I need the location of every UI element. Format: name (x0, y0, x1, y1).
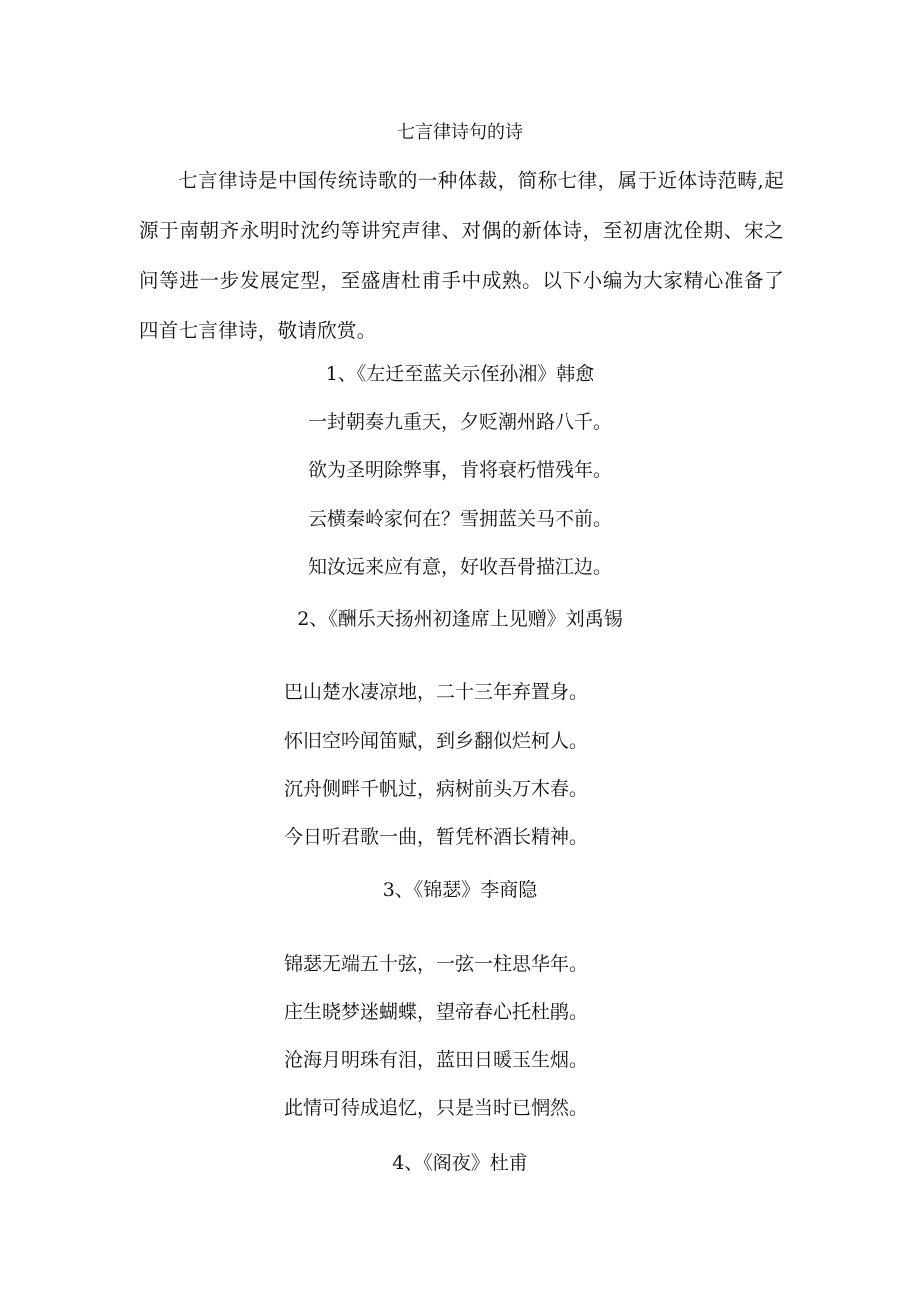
poem-1-line-4: 知汝远来应有意，好收吾骨描江边。 (307, 556, 612, 578)
poem-3-line-1: 锦瑟无端五十弦，一弦一柱思华年。 (284, 953, 589, 975)
intro-paragraph: 七言律诗是中国传统诗歌的一种体裁，简称七律，属于近体诗范畴,起源于南朝齐永明时沈约等讲究声律、对偶的新体诗，至初唐沈佺期、宋之问等进一步发展定型，至盛唐杜甫手中成熟。以下小编为大家精心准备了四首七言律诗，敬请欣赏。 (139, 169, 784, 342)
poem-2-heading: 2、《酬乐天扬州初逢席上见赠》刘禹锡 (297, 608, 623, 630)
poem-2-line-4: 今日听君歌一曲，暂凭杯酒长精神。 (284, 826, 589, 848)
poem-1-heading: 1、《左迁至蓝关示侄孙湘》韩愈 (325, 363, 595, 385)
poem-3-line-2: 庄生晓梦迷蝴蝶，望帝春心托杜鹃。 (284, 1001, 589, 1023)
poem-3-heading: 3、《锦瑟》李商隐 (382, 879, 538, 901)
poem-4-heading: 4、《阁夜》杜甫 (392, 1152, 528, 1174)
poem-1-line-2: 欲为圣明除弊事，肯将衰朽惜残年。 (307, 459, 612, 481)
poem-3-line-3: 沧海月明珠有泪，蓝田日暖玉生烟。 (284, 1049, 589, 1071)
poem-3-line-4: 此情可待成追忆，只是当时已惘然。 (284, 1097, 589, 1119)
poem-1-line-3: 云横秦岭家何在？雪拥蓝关马不前。 (307, 508, 612, 530)
poem-2-line-1: 巴山楚水凄凉地，二十三年弃置身。 (284, 681, 589, 703)
poem-2-line-2: 怀旧空吟闻笛赋，到乡翻似烂柯人。 (284, 730, 589, 752)
document-title: 七言律诗句的诗 (397, 122, 523, 143)
poem-1-line-1: 一封朝奏九重天，夕贬潮州路八千。 (307, 411, 612, 433)
poem-2-line-3: 沉舟侧畔千帆过，病树前头万木春。 (284, 778, 589, 800)
